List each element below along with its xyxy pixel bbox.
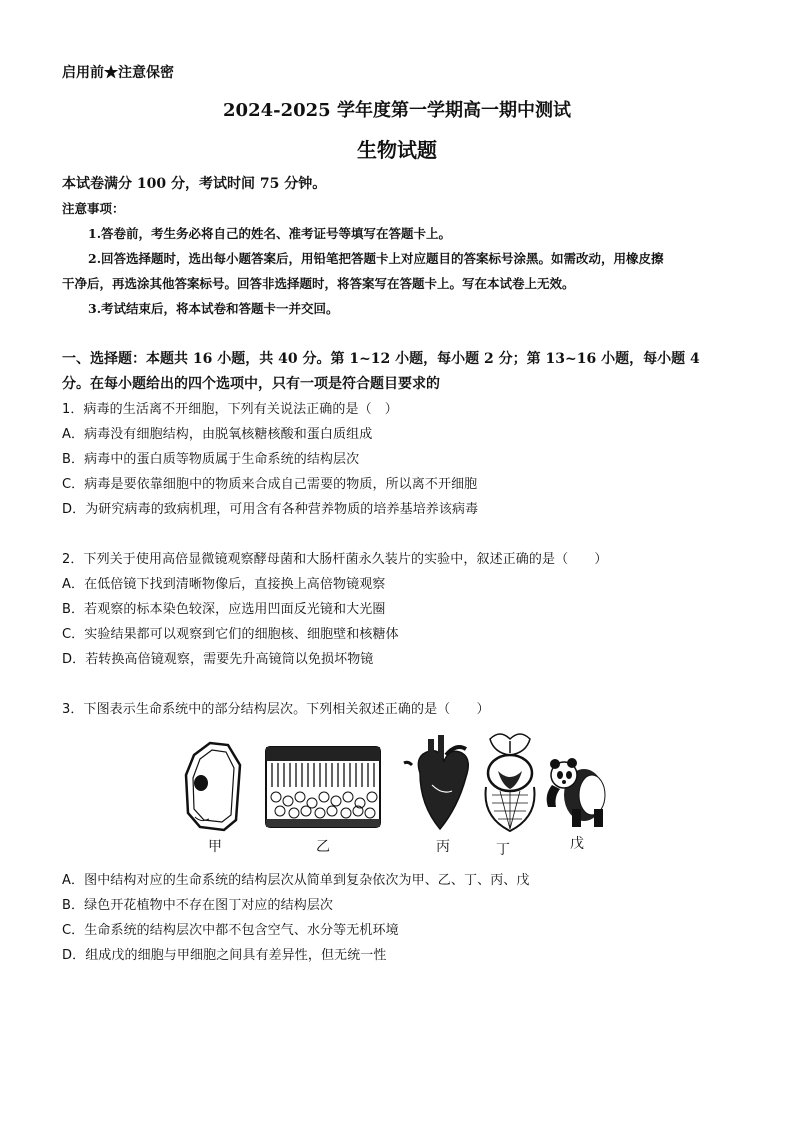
exam-title: 2024-2025 学年度第一学期高一期中测试 — [223, 100, 571, 121]
question-1-option-b: B．病毒中的蛋白质等物质属于生命系统的结构层次 — [62, 452, 360, 467]
life-system-figure — [180, 725, 620, 860]
score-time: 本试卷满分 100 分，考试时间 75 分钟。 — [62, 176, 327, 192]
panda-illustration — [547, 758, 605, 827]
tissue-illustration — [266, 747, 380, 827]
question-3-option-d: D．组成戊的细胞与甲细胞之间具有差异性，但无统一性 — [62, 948, 387, 963]
question-3-option-a: A．图中结构对应的生命系统的结构层次从简单到复杂依次为甲、乙、丁、丙、戊 — [62, 873, 530, 888]
notes-title: 注意事项： — [62, 201, 125, 216]
heart-illustration — [404, 735, 468, 829]
figure-label-yi: 乙 — [316, 839, 330, 855]
question-1-option-c: C．病毒是要依靠细胞中的物质来合成自己需要的物质，所以离不开细胞 — [62, 477, 478, 492]
figure-label-ding: 丁 — [496, 842, 510, 858]
note-1: 1.答卷前，考生务必将自己的姓名、准考证号等填写在答题卡上。 — [88, 226, 452, 241]
question-2-option-b: B．若观察的标本染色较深，应选用凹面反光镜和大光圈 — [62, 602, 386, 617]
question-1-stem: 1．病毒的生活离不开细胞，下列有关说法正确的是（ ） — [62, 402, 398, 417]
figure-label-wu: 戊 — [570, 836, 584, 852]
confidential-label: 启用前★注意保密 — [62, 65, 174, 81]
figure-drawing — [180, 725, 620, 835]
figure-label-bing: 丙 — [436, 839, 450, 855]
question-2-option-a: A．在低倍镜下找到清晰物像后，直接换上高倍物镜观察 — [62, 577, 386, 592]
note-3: 3.考试结束后，将本试卷和答题卡一并交回。 — [88, 301, 339, 316]
question-2-stem: 2．下列关于使用高倍显微镜观察酵母菌和大肠杆菌永久装片的实验中，叙述正确的是（ ） — [62, 552, 608, 567]
note-2-cont: 干净后，再选涂其他答案标号。回答非选择题时，将答案写在答题卡上。写在本试卷上无效。 — [62, 276, 575, 291]
question-1-option-d: D．为研究病毒的致病机理，可用含有各种营养物质的培养基培养该病毒 — [62, 502, 479, 517]
section1-heading: 一、选择题：本题共 16 小题，共 40 分。第 1~12 小题，每小题 2 分；第 13~16 小题，每小题 4 — [62, 351, 700, 367]
subject-title: 生物试题 — [357, 138, 437, 162]
question-2-option-c: C．实验结果都可以观察到它们的细胞核、细胞壁和核糖体 — [62, 627, 399, 642]
question-3-option-b: B．绿色开花植物中不存在图丁对应的结构层次 — [62, 898, 334, 913]
question-1-option-a: A．病毒没有细胞结构，由脱氧核糖核酸和蛋白质组成 — [62, 427, 373, 442]
question-3-stem: 3．下图表示生命系统中的部分结构层次。下列相关叙述正确的是（ ） — [62, 702, 490, 717]
figure-label-jia: 甲 — [208, 839, 222, 855]
circulatory-system-illustration — [486, 734, 535, 831]
plant-cell-illustration — [186, 743, 240, 830]
question-3-option-c: C．生命系统的结构层次中都不包含空气、水分等无机环境 — [62, 923, 399, 938]
section1-heading-cont: 分。在每小题给出的四个选项中，只有一项是符合题目要求的 — [62, 376, 440, 392]
note-2: 2.回答选择题时，选出每小题答案后，用铅笔把答题卡上对应题目的答案标号涂黑。如需改动，用橡皮擦 — [88, 251, 664, 266]
question-2-option-d: D．若转换高倍镜观察，需要先升高镜筒以免损坏物镜 — [62, 652, 374, 667]
